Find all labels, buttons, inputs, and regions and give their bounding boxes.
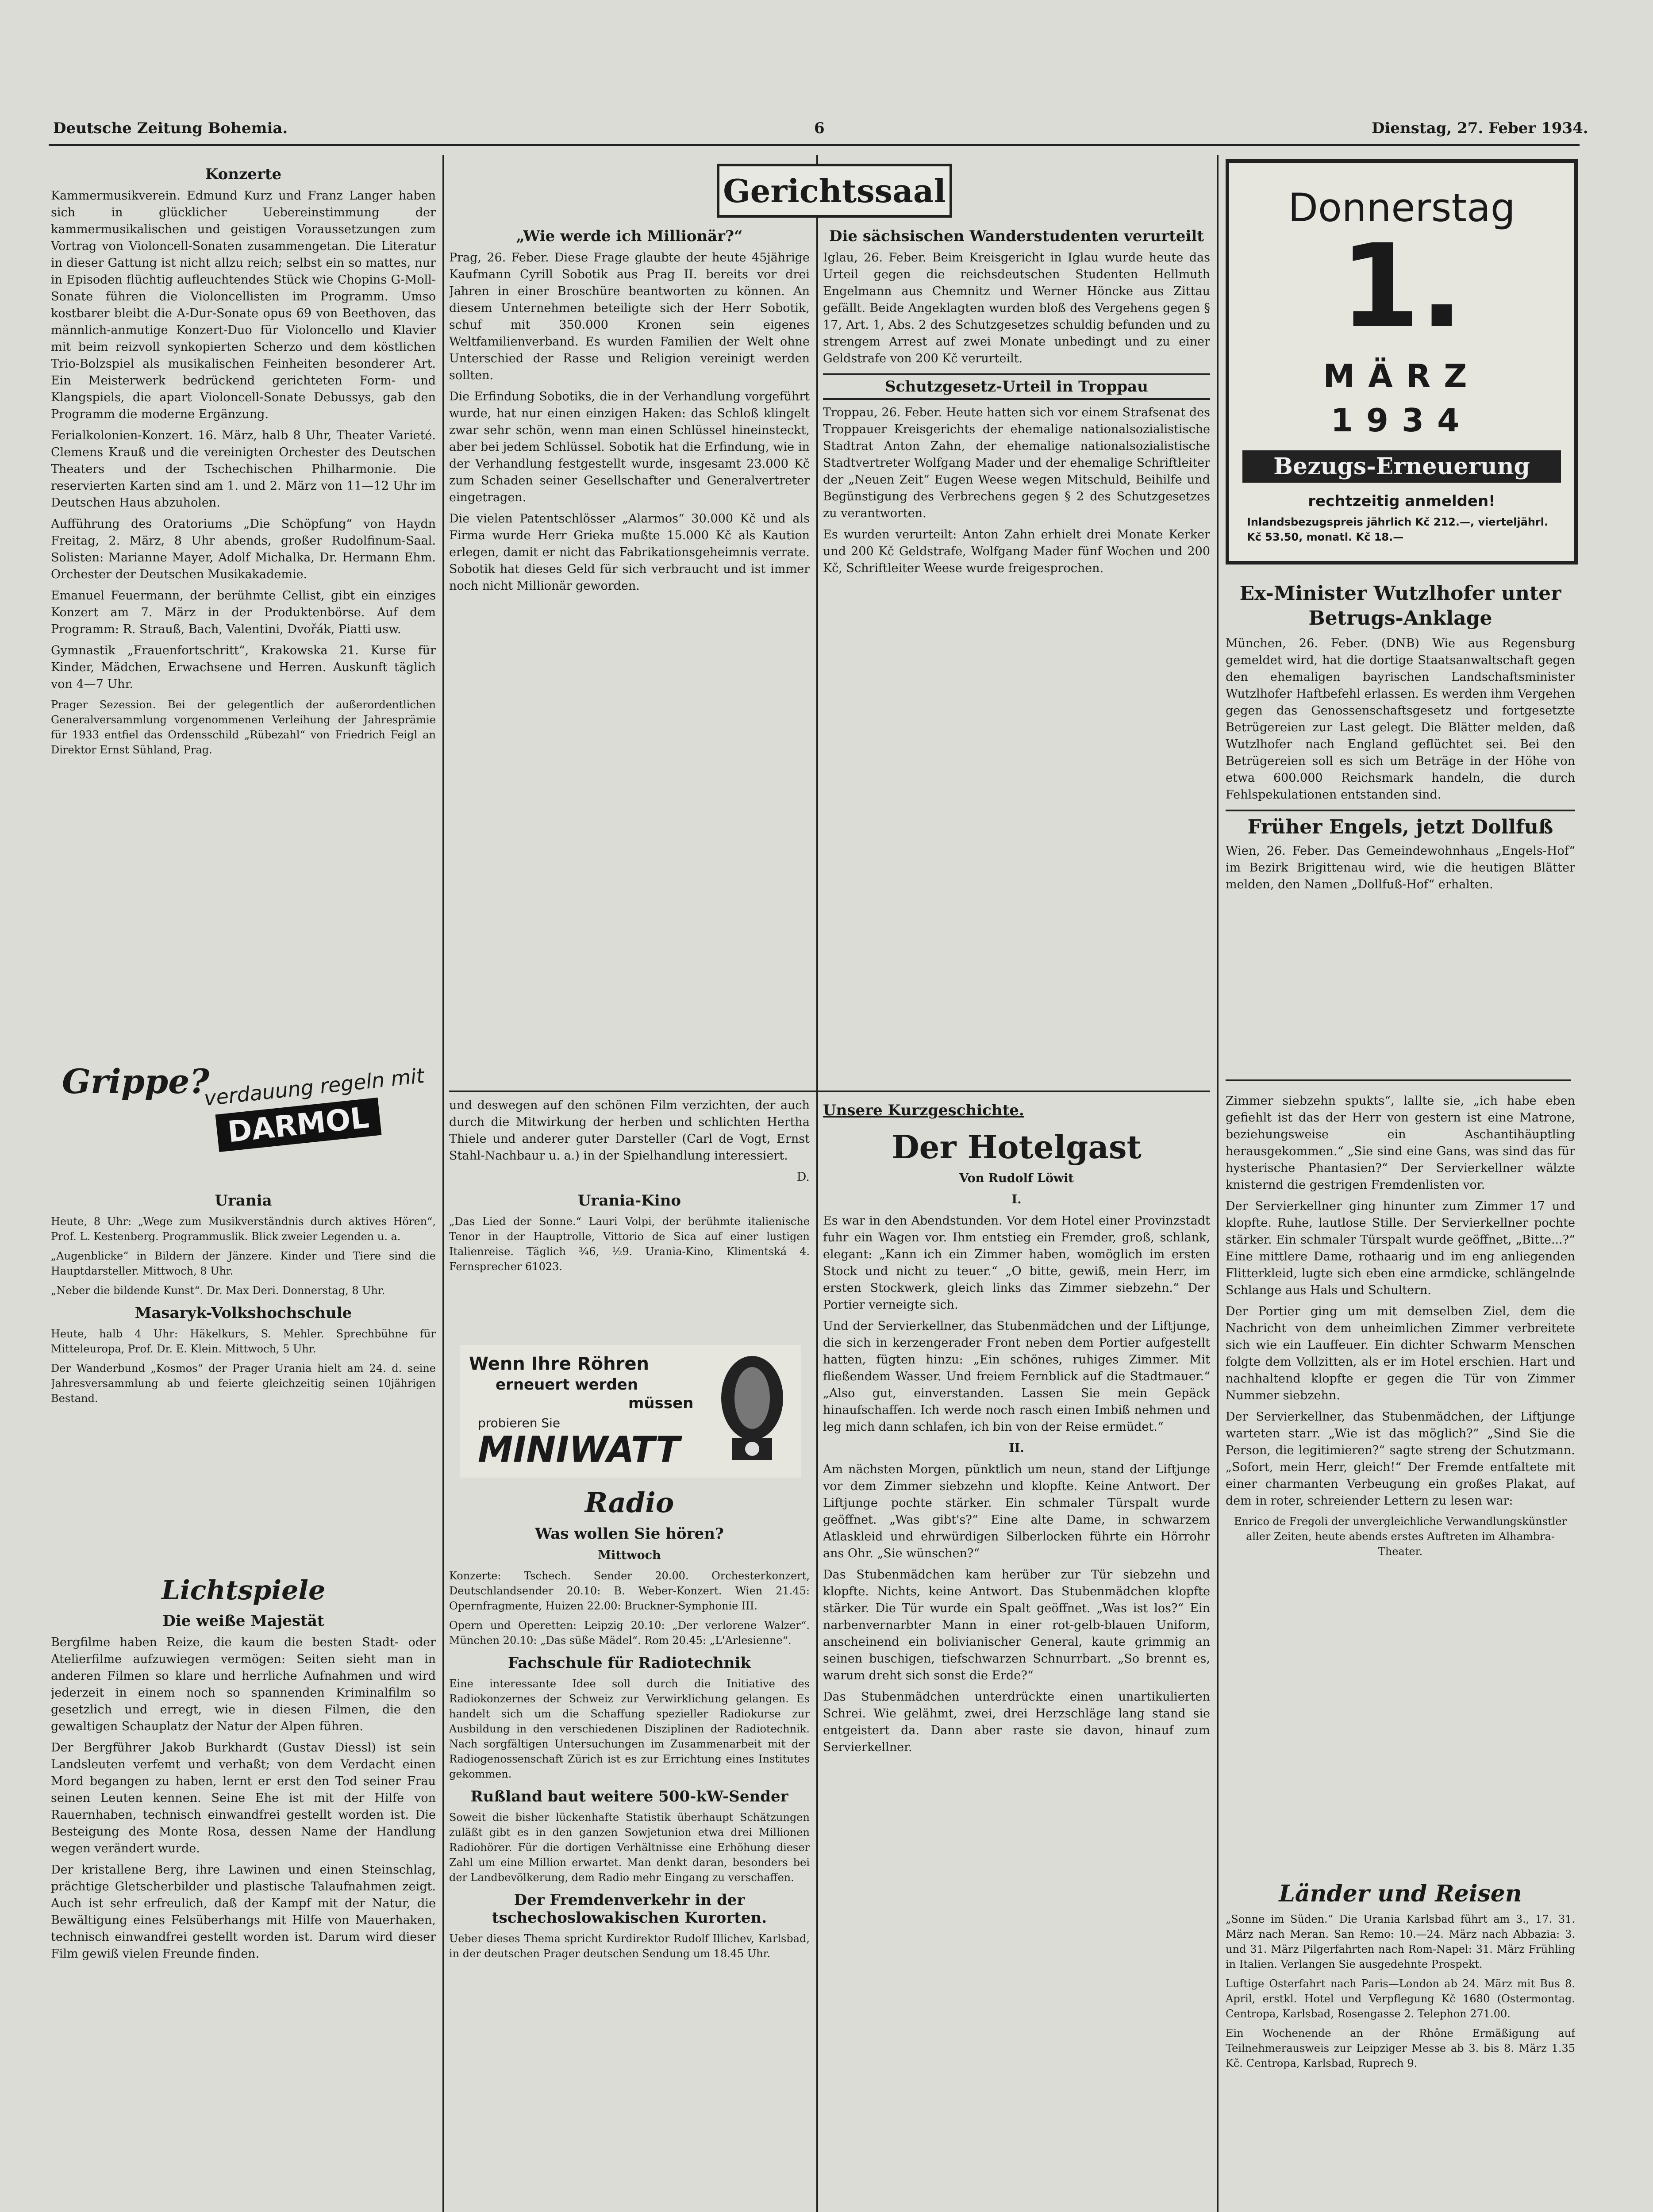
story-paragraph: Zimmer siebzehn spukts“, lallte sie, „ich habe eben gefiehlt ist das der Herr von gestern ist eine Matrone, beziehungsweise ein Aschantihäuptling herausgekommen.“ „Sie sind eine Gans, was sind das für hysterische Phantasien?“ Der Servierkellner wälzte knisternd die gestrigen Fremdenlisten vor. xyxy=(1226,1094,1575,1192)
paper-name: Deutsche Zeitung Bohemia. xyxy=(53,119,288,137)
radio-program-day: Mittwoch xyxy=(598,1548,661,1562)
ad-banner: Bezugs-Erneuerung xyxy=(1242,450,1561,483)
court-paragraph: Die Erfindung Sobotiks, die in der Verhandlung vorgeführt wurde, hat nur einen einzigen Haken: das Schloß klingelt zwar sehr schön, wenn man einen Schlüssel hineinsteckt, aber bei jedem Schlüssel. Sobotik hat die Erfindung, wie in der Verhandlung festgestellt wurde, insgesamt 23.000 Kč zum Schaden seiner Gesellschafter und Generalvertreter eingetragen. xyxy=(449,390,810,504)
travel-section-title: Länder und Reisen xyxy=(1279,1880,1522,1907)
film-section-title: Lichtspiele xyxy=(161,1575,326,1606)
masaryk-item: Heute, halb 4 Uhr: Häkelkurs, S. Mehler. Sprechbühne für Mitteleuropa, Prof. Dr. E. Klein. Mittwoch, 5 Uhr. xyxy=(51,1328,436,1355)
darmol-ad-brand: DARMOL xyxy=(215,1098,381,1152)
travel-item: Luftige Osterfahrt nach Paris—London ab 24. März mit Bus 8. April, erstkl. Hotel und Verpflegung Kč 1680 (Ostermontag. Centropa, Karlsbad, Rosengasse 2. Telephon 271.00. xyxy=(1226,1978,1575,2020)
column-rule xyxy=(442,155,444,2212)
court-paragraph: Troppau, 26. Feber. Heute hatten sich vor einem Strafsenat des Troppauer Kreisgerichts der ehemalige nationalsozialistische Stadtrat Anton Zahn, der ehemalige nationalsozialistische Stadtvertreter Wolfgang Mader und der ehemalige Schriftleiter der „Neuen Zeit“ Eugen Weese wegen Mitschuld, Beihilfe und Begünstigung des Verbrechens gegen § 2 des Schutzgesetzes zu verantworten. xyxy=(823,406,1210,520)
urania-item: „Augenblicke“ in Bildern der Jänzere. Kinder und Tiere sind die Hauptdarsteller. Mittwoch, 8 Uhr. xyxy=(51,1250,436,1277)
concert-item: Gymnastik „Frauenfortschritt“, Krakowska 21. Kurse für Kinder, Mädchen, Erwachsene und Herren. Auskunft täglich von 4—7 Uhr. xyxy=(51,644,436,691)
film-continuation-text: und deswegen auf den schönen Film verzichten, der auch durch die Mitwirkung der herben und schlichten Hertha Thiele und anderer guter Darsteller (Carl de Vogt, Ernst Stahl-Nachbaur u. a.) in der Spielhandlung interessiert. xyxy=(449,1098,810,1163)
story-author: Von Rudolf Löwit xyxy=(959,1171,1074,1185)
court-article-title: „Wie werde ich Millionär?“ xyxy=(516,227,743,245)
issue-date: Dienstag, 27. Feber 1934. xyxy=(1372,119,1588,137)
story-paragraph: Das Stubenmädchen unterdrückte einen unartikulierten Schrei. Wie gelähmt, zwei, drei Herzschläge lang stand sie entgeistert da. Dann aber raste sie davon, hinauf zum Servierkellner. xyxy=(823,1690,1210,1754)
masaryk-item: Der Wanderbund „Kosmos“ der Prager Urania hielt am 24. d. seine Jahresversammlung ab und feierte gleichzeitig seinen 10jährigen Bestand. xyxy=(51,1362,436,1405)
concert-item: Kammermusikverein. Edmund Kurz und Franz Langer haben sich in glücklicher Uebereinstimmung der kammermusikalischen und geistigen Voraussetzungen zum Vortrag von Violoncell-Sonaten zusammengetan. Die Literatur in dieser Gattung ist nicht allzu reich; selbst ein so mattes, nur in Episoden flüchtig aufleuchtendes Stück wie Chopins G-Moll-Sonate führen die Violoncellisten im Programm. Umso kostbarer bleibt die A-Dur-Sonate opus 69 von Beethoven, das männlich-anmutige Konzert-Duo für Violoncello und Klavier mit beim reizvoll synkopierten Scherzo und dem köstlichen Trio-Bolzspiel als musikalischen Feinheiten besonderer Art. Ein Meisterwerk bedrückend gerichteten Form- und Klangspiels, die apart Violoncell-Sonate Debussys, gab den Programm die moderne Ergänzung. xyxy=(51,189,436,421)
radio-article-text: Soweit die bisher lückenhafte Statistik überhaupt Schätzungen zuläßt gibt es in den ganzen Sowjetunion etwa drei Millionen Radiohörer. Für die dortigen Verhältnisse eine Erhöhung dieser Zahl um eine Million erwartet. Man denkt daran, besonders bei der Landbevölkerung, dem Radio mehr Eingang zu verschaffen. xyxy=(449,1811,810,1884)
radio-tube-icon xyxy=(712,1354,792,1469)
court-column-left xyxy=(449,221,810,1084)
ad-month: MÄRZ xyxy=(1323,357,1480,395)
story-paragraph: Am nächsten Morgen, pünktlich um neun, stand der Liftjunge vor dem Zimmer siebzehn und klopfte. Keine Antwort. Der Liftjunge pochte stärker. Ein schmaler Türspalt wurde geöffnet. „Was gibt's?“ Eine alte Dame, in schwarzem Atlaskleid und ehrwürdigen Silberlocken führte ein Hörrohr ans Ohr. „Sie wünschen?“ xyxy=(823,1463,1210,1560)
subscription-ad xyxy=(1226,159,1578,565)
radio-article-title: Fachschule für Radiotechnik xyxy=(508,1654,751,1672)
travel-item: Ein Wochenende an der Rhône Ermäßigung auf Teilnehmerausweis zur Leipziger Messe ab 3. bis 8. März 1.35 Kč. Centropa, Karlsbad, Ruprech 9. xyxy=(1226,2027,1575,2070)
miniwatt-line: probieren Sie xyxy=(478,1416,561,1430)
urania-column xyxy=(51,1186,436,1540)
radio-article-title: Der Fremdenverkehr in der tschechoslowakischen Kurorten. xyxy=(492,1891,767,1927)
short-story-column xyxy=(823,1097,1210,2212)
court-column-right xyxy=(823,221,1210,1084)
concert-item: Prager Sezession. Bei der gelegentlich der außerordentlichen Generalversammlung vorgenommenen Verleihung der Jahresprämie für 1933 entfiel das Ordensschild „Rübezahl“ von Friedrich Feigl an Direktor Ernst Sühland, Prag. xyxy=(51,699,436,756)
story-paragraph: Der Servierkellner, das Stubenmädchen, der Liftjunge warteten starr. „Wie ist das möglich?“ „Sind Sie die Person, die legitimieren?“ sagte streng der Schutzmann. „Sofort, mein Herr, gleich!“ Der Fremde entfaltete mit einer charmanten Verbeugung ein großes Plakat, auf dem in roter, schreiender Lettern zu lesen war: xyxy=(1226,1410,1575,1508)
news-paragraph: Wien, 26. Feber. Das Gemeindewohnhaus „Engels-Hof“ im Bezirk Brigittenau wird, wie die heutigen Blätter melden, den Namen „Dollfuß-Hof“ erhalten. xyxy=(1226,844,1575,891)
section-rule xyxy=(1226,1079,1571,1081)
news-title: Früher Engels, jetzt Dollfuß xyxy=(1226,810,1575,838)
news-title: Ex-Minister Wutzlhofer unter Betrugs-Anklage xyxy=(1239,582,1561,630)
urania-item: „Neber die bildende Kunst“. Dr. Max Deri. Donnerstag, 8 Uhr. xyxy=(51,1284,385,1297)
darmol-ad-tagline: verdauung regeln mit xyxy=(203,1064,426,1110)
column-rule xyxy=(1217,155,1219,2212)
miniwatt-line: erneuert werden xyxy=(496,1376,638,1394)
court-section-banner xyxy=(717,164,952,218)
ad-weekday: Donnerstag xyxy=(1288,185,1515,230)
miniwatt-line: müssen xyxy=(628,1394,694,1412)
radio-program-heading: Was wollen Sie hören? xyxy=(535,1525,724,1543)
story-part-number: II. xyxy=(1009,1441,1024,1455)
story-continuation-column xyxy=(1226,1093,1575,1845)
column-rule xyxy=(816,155,818,2212)
concert-item: Emanuel Feuermann, der berühmte Cellist, gibt ein einziges Konzert am 7. März in der Produktenbörse. Auf dem Programm: R. Strauß, Bach, Valentini, Dvořák, Piatti usw. xyxy=(51,589,436,636)
ad-notice: rechtzeitig anmelden! xyxy=(1308,492,1495,510)
header-rule xyxy=(49,144,1580,146)
miniwatt-line: Wenn Ihre Röhren xyxy=(469,1354,649,1374)
film-title: Die weiße Majestät xyxy=(162,1612,324,1630)
ad-prices: Inlandsbezugspreis jährlich Kč 212.—, vierteljährl. Kč 53.50, monatl. Kč 18.— xyxy=(1247,516,1549,543)
film-continuation xyxy=(449,1097,810,1327)
court-paragraph: Prag, 26. Feber. Diese Frage glaubte der heute 45jährige Kaufmann Cyrill Sobotik aus Prag II. bereits vor drei Jahren in einer Broschüre beantworten zu können. An diesem Unternehmen beteiligte sich der Herr Sobotik, schuf mit 350.000 Kronen sein eigenes Weltfamilienverband. Es wurden Familien der Welt ohne Unterschied der Rasse und Religion vereinigt werden sollten. xyxy=(449,251,810,382)
story-paragraph: Das Stubenmädchen kam herüber zur Tür siebzehn und klopfte. Nichts, keine Antwort. Das Stubenmädchen klopfte stärker. Die Tür wurde ein Spalt geöffnet. „Was ist los?“ Ein narbenvernarbter Mann in einer rot-gelb-blauen Uniform, anscheinend ein bolivianischer General, kaute grimmig an seinen buschigen, tiefschwarzen Schnurrbart. „So brennt es, warum dreht sich sonst die Erde?“ xyxy=(823,1568,1210,1682)
story-section-label: Unsere Kurzgeschichte. xyxy=(823,1102,1024,1119)
travel-item: „Sonne im Süden.“ Die Urania Karlsbad führt am 3., 17. 31. März nach Meran. San Remo: 10.—24. März nach Abbazia: 3. und 31. März Pilgerfahrten nach Rom-Napel: 31. März Frühling in Italien. Verlangen Sie ausgedehnte Prospekt. xyxy=(1226,1913,1575,1970)
masaryk-heading: Masaryk-Volkshochschule xyxy=(135,1304,352,1322)
miniwatt-ad xyxy=(460,1345,801,1478)
concert-item: Aufführung des Oratoriums „Die Schöpfung“ von Haydn Freitag, 2. März, 8 Uhr abends, großer Rudolfinum-Saal. Solisten: Marianne Mayer, Adolf Michalka, Dr. Hermann Ehm. Orchester der Deutschen Musikakademie. xyxy=(51,517,436,581)
radio-column xyxy=(449,1486,810,2212)
radio-program-item: Opern und Operetten: Leipzig 20.10: „Der verlorene Walzer“. München 20.10: „Das süße Mädel“. Rom 20.45: „L'Arlesienne“. xyxy=(449,1619,810,1647)
darmol-ad xyxy=(58,1057,429,1155)
court-article-title: Schutzgesetz-Urteil in Troppau xyxy=(823,373,1210,400)
kino-heading: Urania-Kino xyxy=(577,1192,681,1210)
film-signature: D. xyxy=(796,1170,810,1184)
ad-year: 1934 xyxy=(1330,402,1473,439)
story-paragraph: Der Servierkellner ging hinunter zum Zimmer 17 und klopfte. Ruhe, lautlose Stille. Der Servierkellner pochte stärker. Ein schmaler Türspalt wurde geöffnet, „Bitte...?“ Eine mittlere Dame, rothaarig und im eng anliegenden Flitterkleid, lugte sich eben eine armdicke, schlängelnde Schlange aus Hals und Schultern. xyxy=(1226,1199,1575,1297)
story-paragraph: Der Portier ging um mit demselben Ziel, dem die Nachricht von dem unheimlichen Zimmer verbreitete sich wie ein Lauffeuer. Ein dichter Schwarm Menschen folgte dem Vollzitten, als er im Hotel erschien. Hart und nachhaltend klopfte er gegen die Tür von Zimmer Nummer siebzehn. xyxy=(1226,1305,1575,1402)
radio-article-text: Ueber dieses Thema spricht Kurdirektor Rudolf Illichev, Karlsbad, in der deutschen Prager deutschen Sendung um 18.45 Uhr. xyxy=(449,1932,810,1960)
darmol-ad-headline: Grippe? xyxy=(62,1062,209,1101)
page-number: 6 xyxy=(814,119,825,137)
film-review-paragraph: Der Bergführer Jakob Burkhardt (Gustav Diessl) ist sein Landsleuten verfemt und verhaßt; von dem Verdacht einen Mord begangen zu haben, lernt er erst den Tod seiner Frau seinen Leuten kennen. Seine Ehe ist mit der Hilfe von Rauernhaben, technisch einwandfrei gestellt worden ist. Die Besteigung des Monte Rosa, dessen Name der Handlung wegen verändert wurde. xyxy=(51,1741,436,1855)
travel-column xyxy=(1226,1880,1575,2212)
urania-heading: Urania xyxy=(215,1192,272,1210)
kino-text: „Das Lied der Sonne.“ Lauri Volpi, der berühmte italienische Tenor in der Hauptrolle, Vittorio de Sica auf einer lustigen Italienreise. Täglich ¾6, ½9. Urania-Kino, Klimentská 4. Fernsprecher 61023. xyxy=(449,1215,810,1273)
court-paragraph: Die vielen Patentschlösser „Alarmos“ 30.000 Kč und als Firma wurde Herr Grieka mußte 15.000 Kč als Kaution erlegen, damit er nicht das Fabrikationsgeheimnis verrate. Sobotik hat dieses Geld für sich verbraucht und ist immer noch nicht Millionär geworden. xyxy=(449,512,810,593)
radio-article-title: Rußland baut weitere 500-kW-Sender xyxy=(470,1788,788,1805)
court-paragraph: Es wurden verurteilt: Anton Zahn erhielt drei Monate Kerker und 200 Kč Geldstrafe, Wolfgang Mader fünf Wochen und 200 Kč, Schriftleiter Weese wurde freigesprochen. xyxy=(823,528,1210,575)
film-review-paragraph: Bergfilme haben Reize, die kaum die besten Stadt- oder Atelierfilme aufzuwiegen vermögen: Seiten sieht man in anderen Filmen so klare und herrliche Aufnahmen und wird jederzeit in einem noch so spannenden Kriminalfilm so gesetzlich und erregt, wie in diesen Filmen, die den gewaltigen Schauplatz der Natur der Alpen führen. xyxy=(51,1636,436,1733)
film-column xyxy=(51,1575,436,2212)
concerts-column xyxy=(51,159,436,1044)
section-rule xyxy=(449,1091,1210,1092)
news-paragraph: München, 26. Feber. (DNB) Wie aus Regensburg gemeldet wird, hat die dortige Staatsanwaltschaft gegen den ehemaligen bayrischen Landschaftsminister Wutzlhofer Haftbefehl erlassen. Es werden ihm Vergehen gegen das Genossenschaftsgesetz und fortgesetzte Betrügereien zur Last gelegt. Die Blätter melden, daß Wutzlhofer nach England geflüchtet sei. Bei den Betrügereien soll es sich um Beträge in der Höhe von etwa 600.000 Reichsmark handeln, die durch Fehlspekulationen entstanden sind. xyxy=(1226,637,1575,802)
miniwatt-brand: MINIWATT xyxy=(478,1429,680,1470)
film-review-paragraph: Der kristallene Berg, ihre Lawinen und einen Steinschlag, prächtige Gletscherbilder und plastische Talaufnahmen zeigt. Auch ist sehr erfreulich, daß der Kampf mit der Natur, die Bewältigung eines Felsüberhangs mit Hilfe von Mauerhaken, technisch einwandfrei gestellt worden ist. Darum wird dieser Film gewiß vielen Freunde finden. xyxy=(51,1863,436,1961)
ad-day: 1. xyxy=(1340,220,1464,353)
story-paragraph: Es war in den Abendstunden. Vor dem Hotel einer Provinzstadt fuhr ein Wagen vor. Ihm entstieg ein Fremder, groß, schlank, elegant: „Kann ich ein Zimmer haben, womöglich im ersten Stock und nicht zu teuer.“ „O bitte, gewiß, mein Herr, im ersten Stockwerk, gleich links das Zimmer siebzehn.“ Der Portier verneigte sich. xyxy=(823,1214,1210,1312)
story-part-number: I. xyxy=(1011,1193,1022,1206)
concert-item: Ferialkolonien-Konzert. 16. März, halb 8 Uhr, Theater Varieté. Clemens Krauß und die vereinigten Orchester des Deutschen Theaters und der Tschechischen Philharmonie. Die reservierten Karten sind am 1. und 2. März von 11—12 Uhr im Deutschen Haus abzuholen. xyxy=(51,429,436,510)
story-title: Der Hotelgast xyxy=(892,1128,1142,1166)
radio-program-item: Konzerte: Tschech. Sender 20.00. Orchesterkonzert, Deutschlandsender 20.10: B. Weber-Konzert. Wien 21.45: Opernfragmente, Huizen 22.00: Bruckner-Symphonie III. xyxy=(449,1570,810,1612)
court-paragraph: Iglau, 26. Feber. Beim Kreisgericht in Iglau wurde heute das Urteil gegen die reichsdeutschen Studenten Hellmuth Engelmann aus Chemnitz und Werner Höncke aus Zittau gefällt. Beide Angeklagten wurden bloß des Vergehens gegen § 17, Art. 1, Abs. 2 des Schutzgesetzes schuldig befunden und zu strengem Arrest auf zwei Monate unbedingt und zu einer Geldstrafe von 200 Kč verurteilt. xyxy=(823,251,1210,365)
concerts-heading: Konzerte xyxy=(205,165,282,183)
story-paragraph: Und der Servierkellner, das Stubenmädchen und der Liftjunge, die sich in kerzengerader Front neben dem Portier aufgestellt hatten, fügten hinzu: „Ein schönes, ruhiges Zimmer. Mit fließendem Wasser. Und freiem Fernblick auf die Stadtmauer.“ „Also gut, einverstanden. Lassen Sie mein Gepäck hinaufschaffen. Ich werde noch rasch einen Imbiß nehmen und leg mich dann schlafen, ich bin von der Reise ermüdet.“ xyxy=(823,1319,1210,1434)
urania-item: Heute, 8 Uhr: „Wege zum Musikverständnis durch aktives Hören“, Prof. L. Kestenberg. Programmuslik. Blick zweier Legenden u. a. xyxy=(51,1215,436,1243)
radio-article-text: Eine interessante Idee soll durch die Initiative des Radiokonzernes der Schweiz zur Verwirklichung gelangen. Es handelt sich um die Schaffung spezieller Radiokurse zur Ausbildung in den verschiedenen Disziplinen der Radiotechnik. Nach sorgfältigen Untersuchungen im Zusammenarbeit mit der Radiogenossenschaft Zürich ist es zur Errichtung eines Institutes gekommen. xyxy=(449,1678,810,1780)
court-section-title: Gerichtssaal xyxy=(723,172,946,210)
radio-section-title: Radio xyxy=(584,1486,674,1519)
story-credit: Enrico de Fregoli der unvergleichliche Verwandlungskünstler aller Zeiten, heute abends erstes Auftreten im Alhambra-Theater. xyxy=(1234,1515,1567,1558)
court-article-title: Die sächsischen Wanderstudenten verurteilt xyxy=(829,227,1204,245)
